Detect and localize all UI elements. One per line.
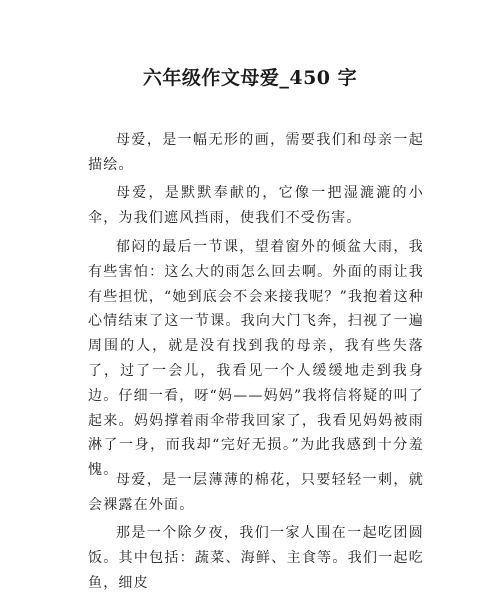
paragraph-3: 郁闷的最后一节课，望着窗外的倾盆大雨，我有些害怕：这么大的雨怎么回去啊。外面的雨让我有些担忧，“她到底会不会来接我呢？”我抱着这种心情结束了这一节课。我向大门飞奔，扫视了一遍周围的人，就是没有找到我的母亲，我有些失落了，过了一会儿，我看见一个人缓缓地走到我身边。仔细一看，呀“妈——妈妈”我将信将疑的叫了起来。妈妈撑着雨伞带我回家了，我看见妈妈被雨淋了一身，而我却“完好无损。”为此我感到十分羞愧。	[88, 239, 424, 479]
paragraph-5: 那是一个除夕夜，我们一家人围在一起吃团圆饭。其中包括：蔬菜、海鲜、主食等。我们一起吃鱼，细皮	[88, 525, 424, 591]
paragraph-4: 母爱，是一层薄薄的棉花，只要轻轻一刺，就会裸露在外面。	[88, 472, 424, 513]
paragraph-2: 母爱，是默默奉献的，它像一把湿漉漉的小伞，为我们遮风挡雨，使我们不受伤害。	[88, 185, 424, 226]
paragraph-1: 母爱，是一幅无形的画，需要我们和母亲一起描绘。	[88, 132, 424, 173]
document-title: 六年级作文母爱_450 字	[142, 67, 358, 89]
